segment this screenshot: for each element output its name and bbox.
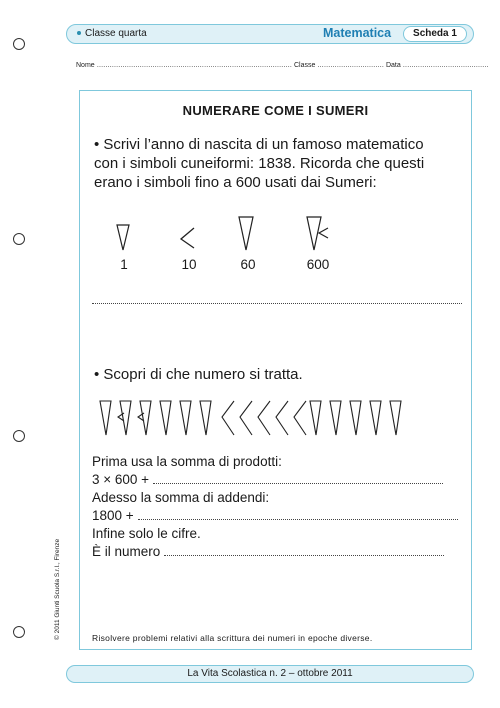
- punch-hole-4: [13, 626, 25, 638]
- value-60-label: 60: [240, 257, 256, 272]
- worksheet-frame: [79, 90, 472, 650]
- sequence-wedge-icon: [138, 401, 151, 435]
- name-class-date-line: Nome ........................................................................................... Classe ............................... Data ........................................: [76, 62, 489, 69]
- header-bar: [66, 24, 474, 44]
- subject-label: Matematica: [323, 26, 392, 40]
- wedge-600-icon: [306, 216, 332, 256]
- value-1-label: 1: [120, 257, 128, 272]
- work-area: [92, 453, 458, 561]
- sequence-wedge-icon: [240, 401, 252, 435]
- instruction-2: • Scopri di che numero si tratta.: [94, 366, 303, 383]
- answer-field-addends[interactable]: [138, 508, 458, 520]
- instruction-1-line-3: erano i simboli fino a 600 usati dai Sumeri:: [94, 174, 377, 191]
- sequence-wedge-icon: [390, 401, 401, 435]
- wedge-10-icon: [178, 227, 198, 251]
- class-label: Classe quarta: [77, 28, 147, 39]
- sequence-wedge-icon: [310, 401, 321, 435]
- footer-bar: La Vita Scolastica n. 2 – ottobre 2011: [66, 665, 474, 683]
- worksheet-title: NUMERARE COME I SUMERI: [182, 103, 369, 118]
- work-line-2: 3 × 600 +: [92, 471, 458, 489]
- sequence-wedge-icon: [160, 401, 171, 435]
- sequence-wedge-icon: [370, 401, 381, 435]
- cuneiform-sequence: [98, 399, 458, 439]
- punch-hole-2: [13, 233, 25, 245]
- answer-field-number[interactable]: [164, 544, 444, 556]
- wedge-60-icon: [238, 216, 256, 254]
- sequence-wedge-icon: [276, 401, 288, 435]
- answer-field-products[interactable]: [153, 472, 443, 484]
- value-10-label: 10: [181, 257, 197, 272]
- date-label: Data: [385, 62, 401, 69]
- sequence-wedge-icon: [118, 401, 131, 435]
- work-line-1: Prima usa la somma di prodotti:: [92, 454, 282, 469]
- sequence-wedge-icon: [330, 401, 341, 435]
- sequence-wedge-icon: [200, 401, 211, 435]
- wedge-1-icon: [116, 224, 132, 254]
- sequence-wedge-icon: [100, 401, 111, 435]
- sequence-wedge-icon: [222, 401, 234, 435]
- answer-line-1[interactable]: [92, 303, 462, 304]
- value-600-label: 600: [306, 257, 330, 272]
- learning-objective: Risolvere problemi relativi alla scrittura dei numeri in epoche diverse.: [92, 633, 373, 643]
- instruction-1: [94, 135, 424, 192]
- instruction-1-line-2: con i simboli cuneiformi: 1838. Ricorda che questi: [94, 155, 425, 172]
- work-line-4: 1800 +: [92, 507, 458, 525]
- instruction-1-line-1: • Scrivi l’anno di nascita di un famoso matematico: [94, 136, 424, 153]
- bullet-icon: [77, 31, 81, 35]
- copyright-note: © 2011 Giunti Scuola S.r.l., Firenze: [54, 538, 61, 640]
- sequence-wedge-icon: [258, 401, 270, 435]
- name-label: Nome: [76, 62, 95, 69]
- class-field-label: Classe: [293, 62, 316, 69]
- work-line-5: Infine solo le cifre.: [92, 526, 201, 541]
- sequence-wedge-icon: [180, 401, 191, 435]
- work-line-6: È il numero: [92, 543, 458, 561]
- work-line-3: Adesso la somma di addendi:: [92, 490, 270, 505]
- sequence-wedge-icon: [350, 401, 361, 435]
- punch-hole-3: [13, 430, 25, 442]
- sheet-badge: Scheda 1: [403, 26, 467, 42]
- punch-hole-1: [13, 38, 25, 50]
- sequence-wedge-icon: [294, 401, 306, 435]
